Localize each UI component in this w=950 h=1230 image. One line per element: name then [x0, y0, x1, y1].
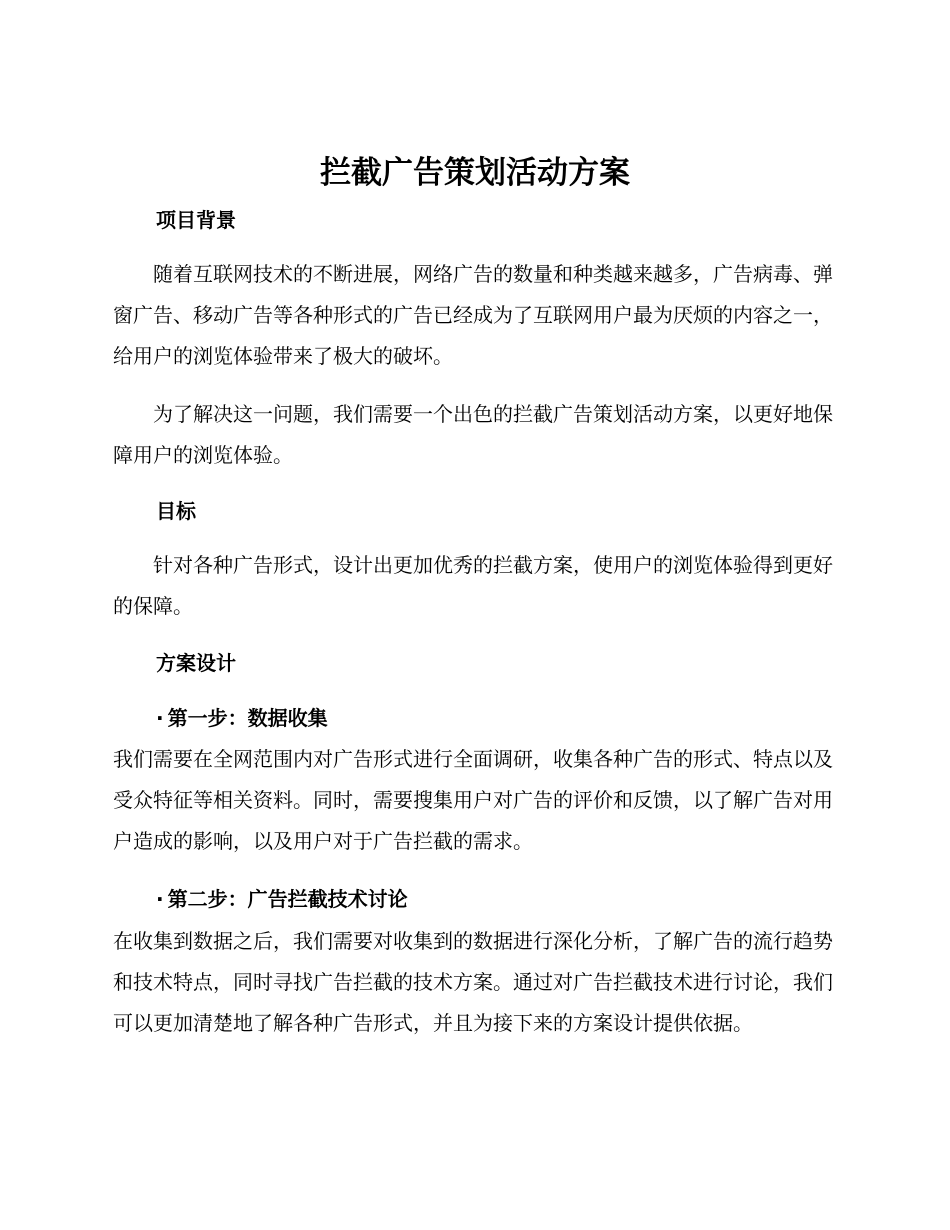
- background-paragraph-1: 随着互联网技术的不断进展，网络广告的数量和种类越来越多，广告病毒、弹窗广告、移动广告等各种形式的广告已经成为了互联网用户最为厌烦的内容之一，给用户的浏览体验带来了极大的破坏。: [113, 262, 833, 368]
- bullet-dot: ·: [156, 706, 164, 730]
- step-1-title: 第一步：数据收集: [167, 706, 328, 730]
- bullet-dot: ·: [156, 887, 164, 911]
- step-2-heading: [156, 884, 408, 914]
- section-heading-background: 项目背景: [156, 208, 236, 232]
- step-1-heading: [156, 703, 328, 733]
- section-heading-design: 方案设计: [156, 651, 236, 675]
- step-2-body: 在收集到数据之后，我们需要对收集到的数据进行深化分析，了解广告的流行趋势和技术特点，同时寻找广告拦截的技术方案。通过对广告拦截技术进行讨论，我们可以更加清楚地了解各种广告形式，并且为接下来的方案设计提供依据。: [113, 929, 833, 1035]
- section-heading-goal: 目标: [156, 499, 196, 523]
- step-2-title: 第二步：广告拦截技术讨论: [167, 887, 408, 911]
- goal-paragraph: 针对各种广告形式，设计出更加优秀的拦截方案，使用户的浏览体验得到更好的保障。: [113, 553, 833, 618]
- document-title: 拦截广告策划活动方案: [320, 155, 630, 191]
- background-paragraph-2: 为了解决这一问题，我们需要一个出色的拦截广告策划活动方案，以更好地保障用户的浏览体验。: [113, 402, 833, 467]
- step-1-body: 我们需要在全网范围内对广告形式进行全面调研，收集各种广告的形式、特点以及受众特征等相关资料。同时，需要搜集用户对广告的评价和反馈，以了解广告对用户造成的影响，以及用户对于广告拦截的需求。: [113, 747, 833, 853]
